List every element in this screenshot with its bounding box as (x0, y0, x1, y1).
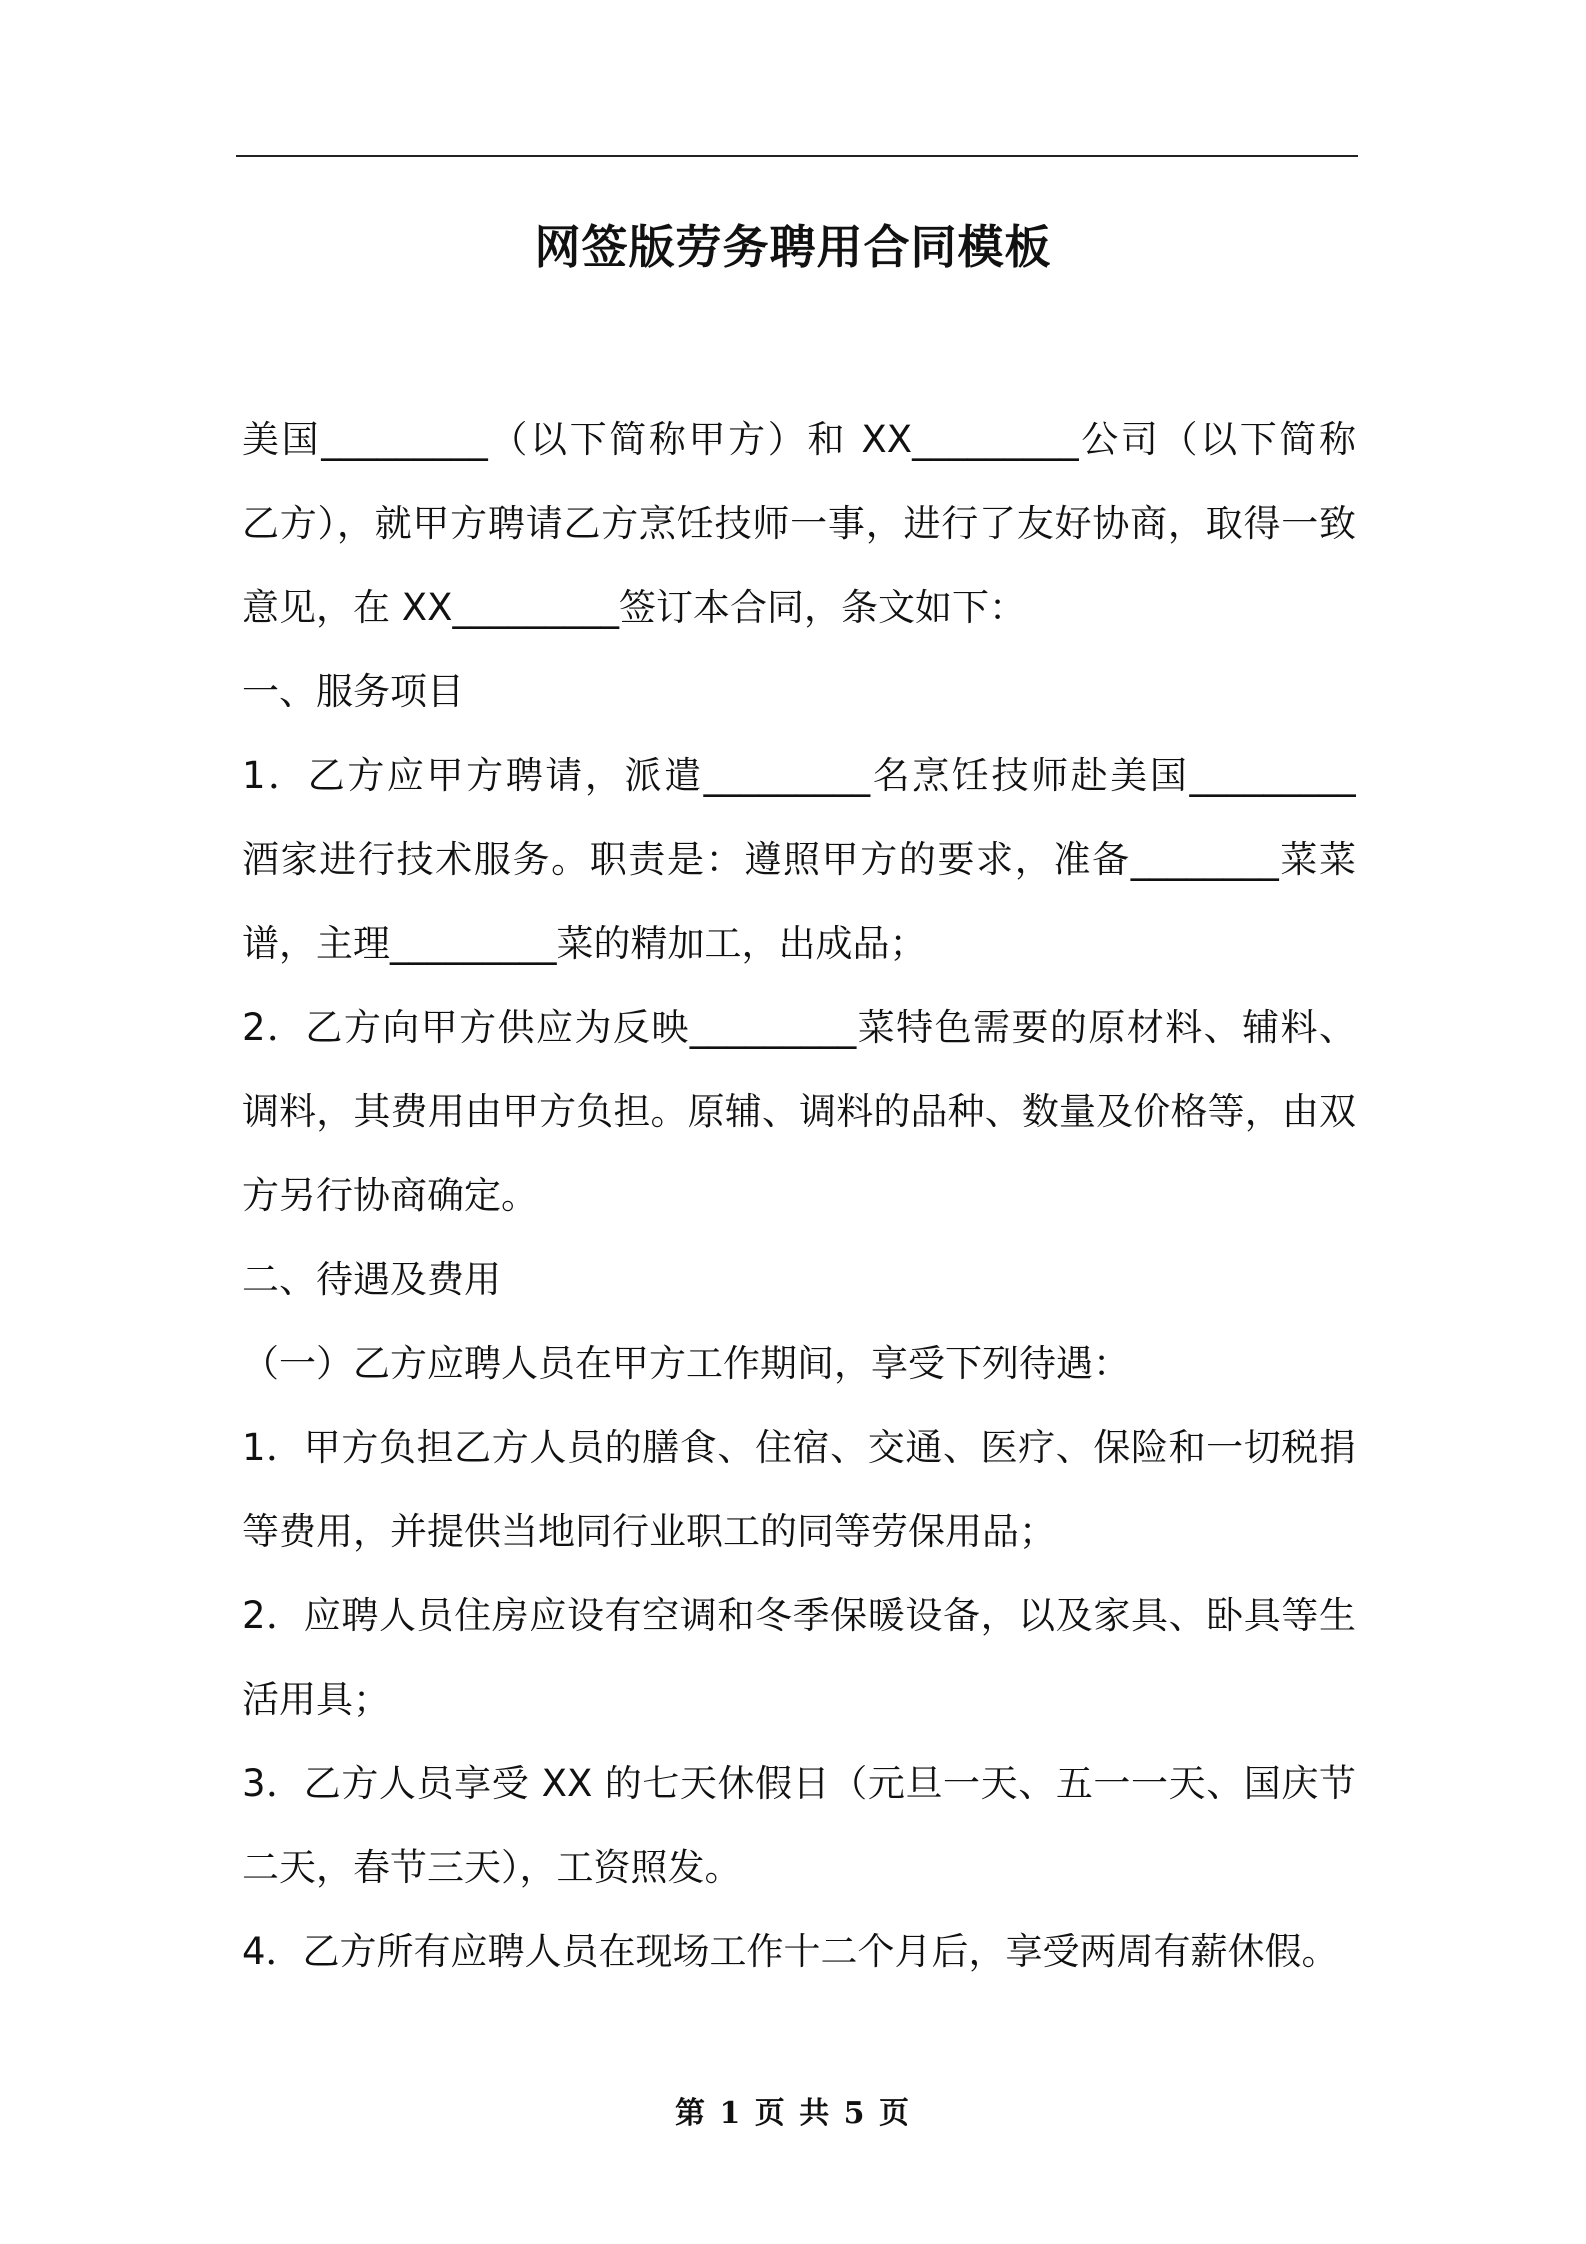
body-line-14: 等费用，并提供当地同行业职工的同等劳保用品； (242, 1510, 1056, 1553)
section-heading-benefits: 二、待遇及费用 (242, 1258, 501, 1301)
body-line-6: 酒家进行技术服务。职责是：遵照甲方的要求，准备________菜菜 (242, 838, 1356, 881)
body-line-3: 意见，在 XX_________签订本合同，条文如下： (242, 586, 1026, 629)
contract-body (242, 398, 1356, 1994)
header-rule (236, 155, 1358, 157)
body-line-5: 1．乙方应甲方聘请，派遣_________名烹饪技师赴美国_________ (242, 754, 1356, 797)
body-line-18: 二天，春节三天），工资照发。 (242, 1846, 742, 1889)
section-heading-services: 一、服务项目 (242, 670, 464, 713)
body-line-19: 4．乙方所有应聘人员在现场工作十二个月后，享受两周有薪休假。 (242, 1930, 1339, 1973)
document-title: 网签版劳务聘用合同模板 (534, 220, 1052, 274)
body-line-10: 方另行协商确定。 (242, 1174, 538, 1217)
subsection-heading-benefits: （一）乙方应聘人员在甲方工作期间，享受下列待遇： (242, 1342, 1130, 1385)
body-line-8: 2．乙方向甲方供应为反映_________菜特色需要的原材料、辅料、 (242, 1006, 1356, 1049)
body-line-1: 美国_________（以下简称甲方）和 XX_________公司（以下简称 (242, 418, 1356, 461)
page-number-footer: 第 1 页 共 5 页 (675, 2096, 911, 2131)
body-line-9: 调料，其费用由甲方负担。原辅、调料的品种、数量及价格等，由双 (242, 1090, 1356, 1133)
body-line-13: 1．甲方负担乙方人员的膳食、住宿、交通、医疗、保险和一切税捐 (242, 1426, 1356, 1469)
body-line-7: 谱，主理_________菜的精加工，出成品； (242, 922, 927, 965)
body-line-15: 2．应聘人员住房应设有空调和冬季保暖设备，以及家具、卧具等生 (242, 1594, 1356, 1637)
body-line-2: 乙方），就甲方聘请乙方烹饪技师一事，进行了友好协商，取得一致 (242, 502, 1356, 545)
body-line-17: 3．乙方人员享受 XX 的七天休假日（元旦一天、五一一天、国庆节 (242, 1762, 1356, 1805)
body-line-16: 活用具； (242, 1678, 390, 1721)
